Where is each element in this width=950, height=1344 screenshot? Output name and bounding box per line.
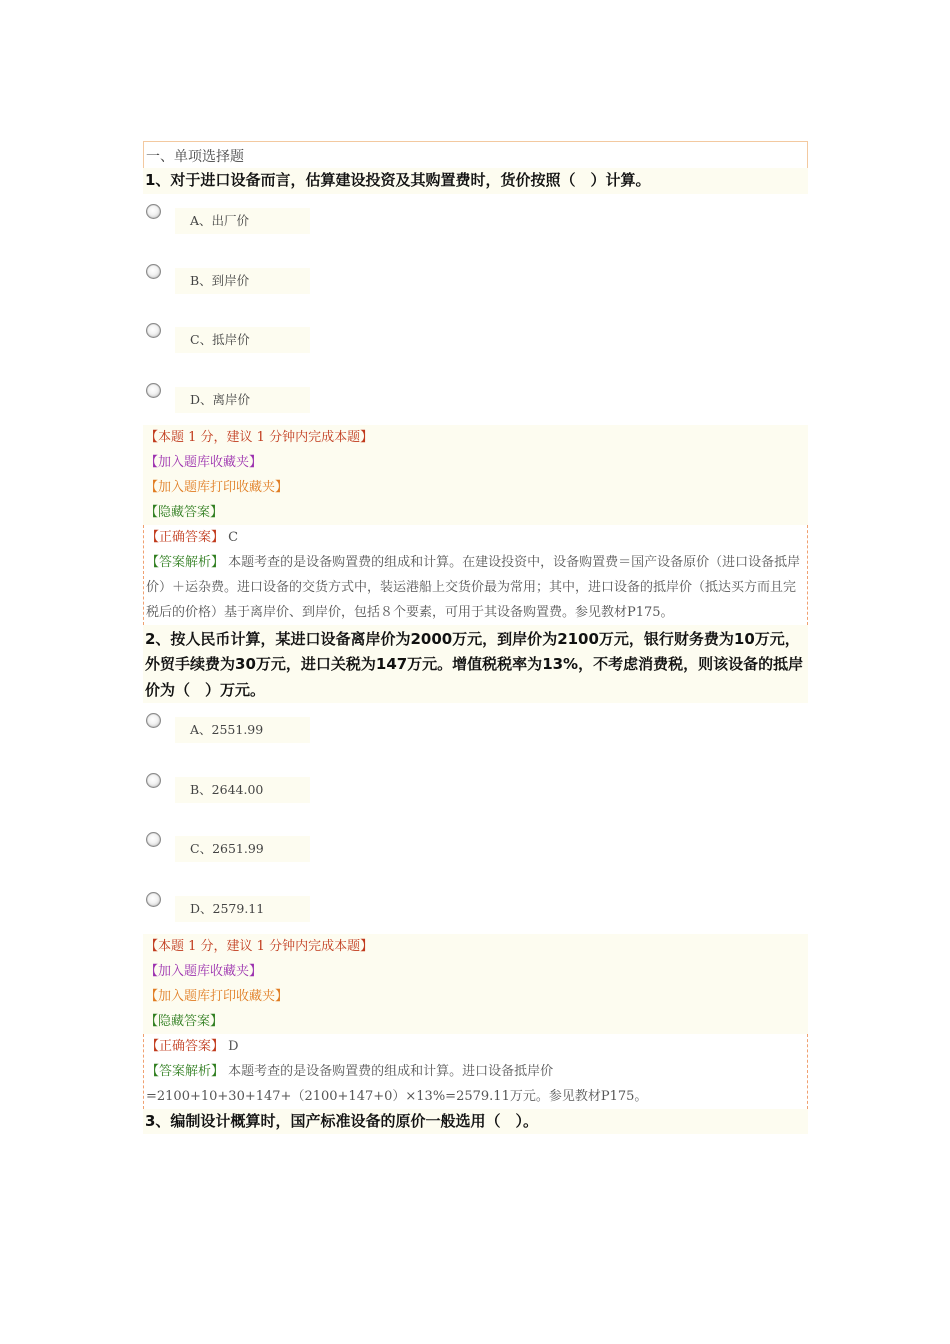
option-label[interactable]: D、离岸价	[175, 387, 310, 413]
option-label[interactable]: C、2651.99	[175, 836, 310, 862]
radio-button[interactable]	[146, 264, 161, 279]
score-hint: 【本题 1 分，建议 1 分钟内完成本题】	[143, 934, 808, 959]
radio-button[interactable]	[146, 892, 161, 907]
hide-answer-link[interactable]: 【隐藏答案】	[143, 1009, 808, 1034]
hide-answer-link[interactable]: 【隐藏答案】	[143, 500, 808, 525]
option-row[interactable]	[143, 832, 808, 892]
option-row[interactable]	[143, 204, 808, 264]
question-list	[143, 141, 808, 1134]
add-favorites-link[interactable]: 【加入题库收藏夹】	[143, 450, 808, 475]
question-title: 2、按人民币计算，某进口设备离岸价为2000万元，到岸价为2100万元，银行财务费为10万元，外贸手续费为30万元，进口关税为147万元。增值税税率为13%，不考虑消费税，则该设备的抵岸价为（ ）万元。	[143, 625, 808, 704]
option-label[interactable]: D、2579.11	[175, 896, 310, 922]
add-print-favorites-link[interactable]: 【加入题库打印收藏夹】	[143, 984, 808, 1009]
add-favorites-link[interactable]: 【加入题库收藏夹】	[143, 959, 808, 984]
option-label[interactable]: A、2551.99	[175, 717, 310, 743]
radio-button[interactable]	[146, 204, 161, 219]
radio-button[interactable]	[146, 773, 161, 788]
analysis-label: 【答案解析】	[146, 554, 225, 570]
option-row[interactable]	[143, 713, 808, 773]
analysis-text: 本题考查的是设备购置费的组成和计算。在建设投资中，设备购置费＝国产设备原价（进口设备抵岸价）＋运杂费。进口设备的交货方式中，装运港船上交货价最为常用；其中，进口设备的抵岸价（抵达买方而且完税后的价格）基于离岸价、到岸价，包括８个要素，可用于其设备购置费。参见教材P175。	[146, 554, 801, 620]
section-title: 一、单项选择题	[143, 141, 808, 168]
radio-button[interactable]	[146, 832, 161, 847]
option-row[interactable]	[143, 892, 808, 934]
analysis-formula: =2100+10+30+147+（2100+147+0）×13%=2579.11万元。参见教材P175。	[146, 1088, 648, 1104]
option-row[interactable]	[143, 264, 808, 324]
analysis-label: 【答案解析】	[146, 1063, 225, 1079]
radio-button[interactable]	[146, 713, 161, 728]
score-hint: 【本题 1 分，建议 1 分钟内完成本题】	[143, 425, 808, 450]
answer-box	[143, 1034, 808, 1109]
option-label[interactable]: B、到岸价	[175, 268, 310, 294]
option-label[interactable]: A、出厂价	[175, 208, 310, 234]
add-print-favorites-link[interactable]: 【加入题库打印收藏夹】	[143, 475, 808, 500]
correct-answer-value: D	[228, 1038, 239, 1054]
option-label[interactable]: B、2644.00	[175, 777, 310, 803]
question-title: 3、编制设计概算时，国产标准设备的原价一般选用（ ）。	[143, 1109, 808, 1135]
correct-answer-label: 【正确答案】	[146, 529, 225, 545]
radio-button[interactable]	[146, 323, 161, 338]
question-title: 1、对于进口设备而言，估算建设投资及其购置费时，货价按照（ ）计算。	[143, 168, 808, 194]
correct-answer-label: 【正确答案】	[146, 1038, 225, 1054]
option-label[interactable]: C、抵岸价	[175, 327, 310, 353]
option-row[interactable]	[143, 323, 808, 383]
correct-answer-value: C	[228, 529, 239, 545]
option-row[interactable]	[143, 383, 808, 425]
option-row[interactable]	[143, 773, 808, 833]
answer-box	[143, 525, 808, 625]
analysis-text: 本题考查的是设备购置费的组成和计算。进口设备抵岸价	[228, 1063, 554, 1079]
radio-button[interactable]	[146, 383, 161, 398]
